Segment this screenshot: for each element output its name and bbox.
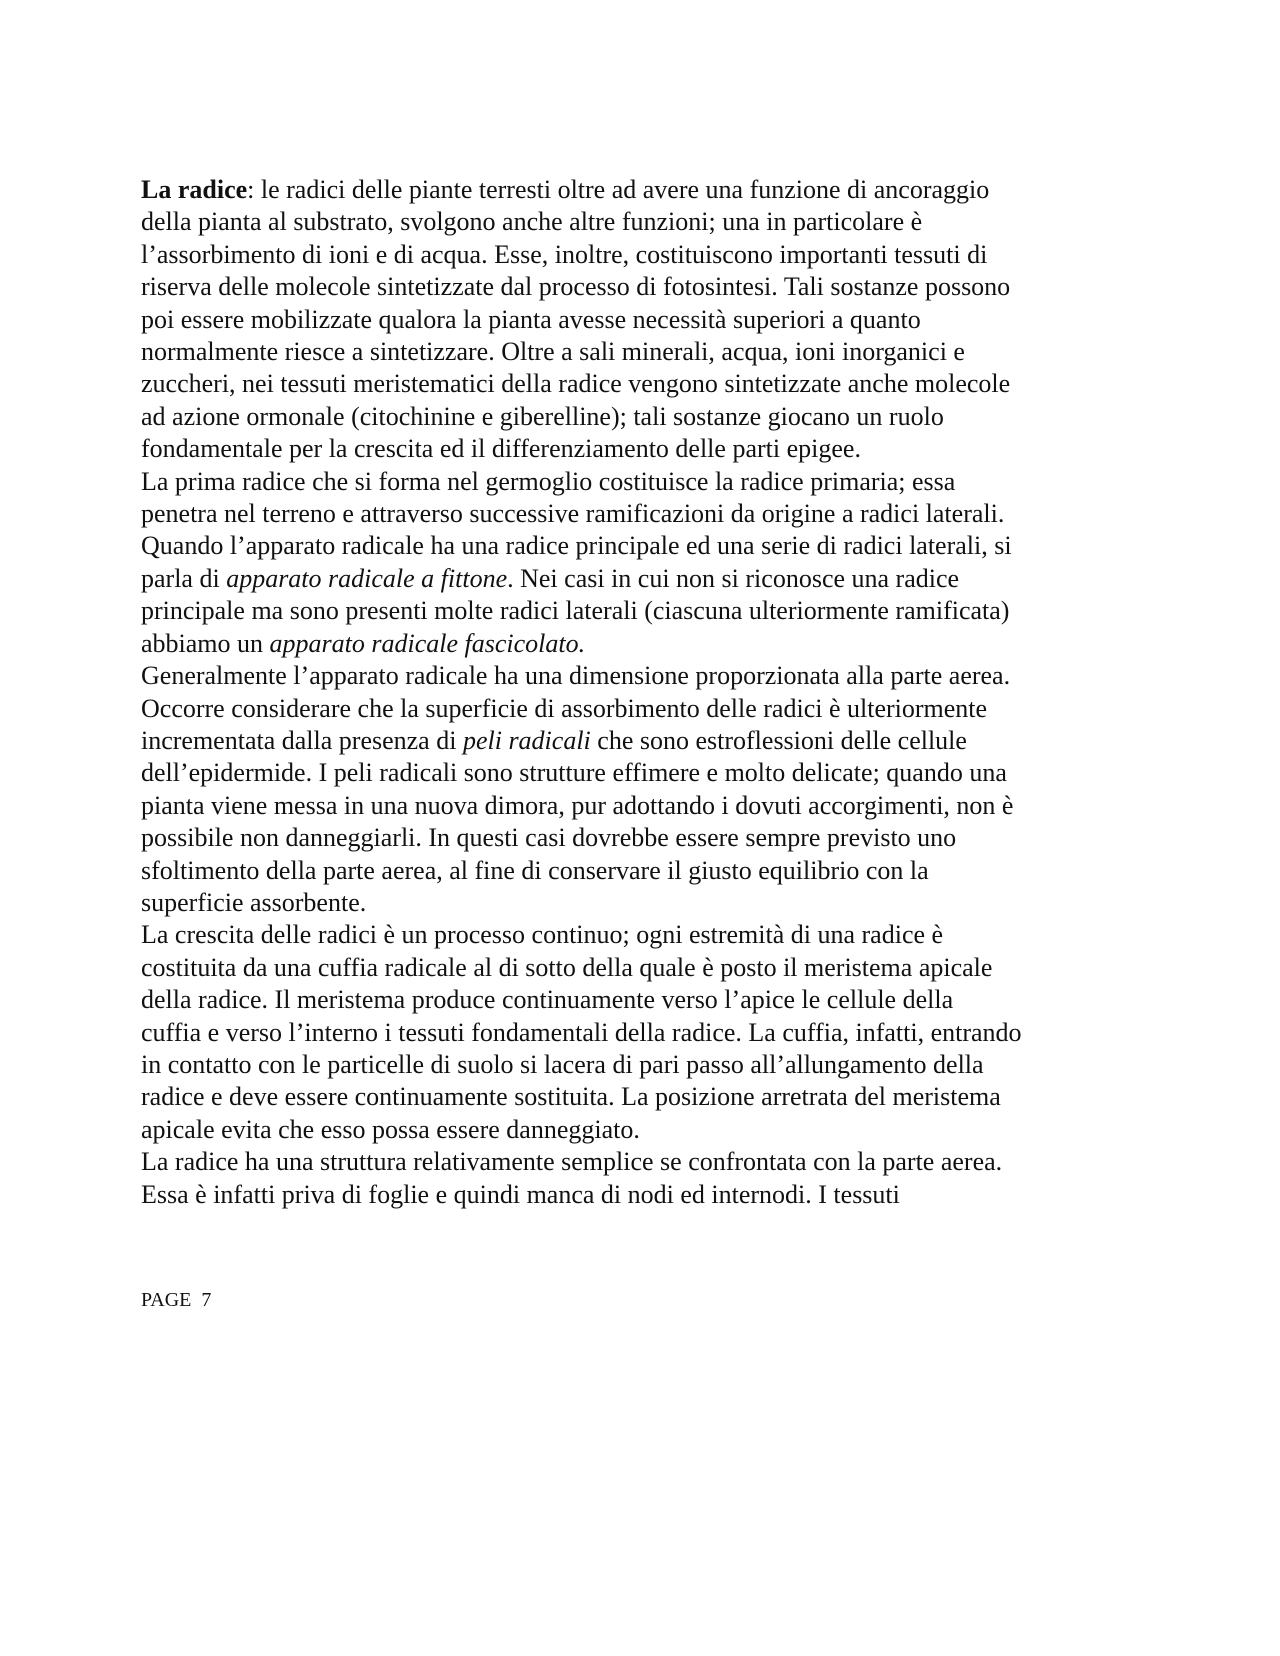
text-run: La crescita delle radici è un processo continuo; ogni estremità di una radice è [141, 920, 944, 950]
text-line [141, 206, 1141, 238]
text-run: : le radici delle piante terresti oltre ad avere una funzione di ancoraggio [247, 175, 990, 204]
text-run: cuffia e verso l’interno i tessuti fondamentali della radice. La cuffia, infatti, entrando [141, 1017, 1022, 1047]
text-line [141, 174, 1141, 206]
text-line [141, 1017, 1141, 1049]
text-run: della radice. Il meristema produce continuamente verso l’apice le cellule della [141, 985, 954, 1015]
text-line [141, 822, 1141, 854]
text-line [141, 530, 1141, 562]
text-run: dell’epidermide. I peli radicali sono strutture effimere e molto delicate; quando una [141, 758, 1007, 788]
text-run: zuccheri, nei tessuti meristematici della radice vengono sintetizzate anche molecole [141, 369, 1011, 399]
text-run: Generalmente l’apparato radicale ha una dimensione proporzionata alla parte aerea. [141, 661, 1011, 691]
text-run: ad azione ormonale (citochinine e giberelline); tali sostanze giocano un ruolo [141, 401, 944, 431]
text-line [141, 952, 1141, 984]
text-run: abbiamo un [141, 628, 270, 658]
paragraph [141, 174, 1141, 466]
text-run: riserva delle molecole sintetizzate dal processo di fotosintesi. Tali sostanze possono [141, 272, 1011, 302]
text-line [141, 498, 1141, 530]
text-line [141, 984, 1141, 1016]
text-run: costituita da una cuffia radicale al di sotto della quale è posto il meristema apicale [141, 952, 993, 982]
text-line [141, 368, 1141, 400]
text-line [141, 790, 1141, 822]
body-text [141, 174, 1141, 1211]
text-run: l’assorbimento di ioni e di acqua. Esse, inoltre, costituiscono importanti tessuti di [141, 239, 988, 269]
text-line [141, 1179, 1141, 1211]
text-line [141, 271, 1141, 303]
text-line [141, 433, 1141, 465]
text-line [141, 401, 1141, 433]
text-run: fondamentale per la crescita ed il differenziamento delle parti epigee. [141, 434, 861, 464]
text-run: pianta viene messa in una nuova dimora, pur adottando i dovuti accorgimenti, non è [141, 790, 1014, 820]
text-run: che sono estroflessioni delle cellule [590, 725, 967, 755]
paragraph [141, 466, 1141, 660]
text-line [141, 1049, 1141, 1081]
text-run: in contatto con le particelle di suolo si lacera di pari passo all’allungamento della [141, 1049, 984, 1079]
text-line [141, 1146, 1141, 1178]
text-run: principale ma sono presenti molte radici laterali (ciascuna ulteriormente ramificata) [141, 596, 1010, 626]
text-run: sfoltimento della parte aerea, al fine di conservare il giusto equilibrio con la [141, 855, 929, 885]
text-run: Essa è infatti priva di foglie e quindi manca di nodi ed internodi. I tessuti [141, 1179, 900, 1209]
text-run: Occorre considerare che la superficie di assorbimento delle radici è ulteriormente [141, 693, 988, 723]
text-run: parla di [141, 563, 227, 593]
text-line [141, 887, 1141, 919]
paragraph [141, 919, 1141, 1146]
text-line [141, 239, 1141, 271]
text-run: radice e deve essere continuamente sostituita. La posizione arretrata del meristema [141, 1082, 1001, 1112]
text-line [141, 304, 1141, 336]
paragraph [141, 1146, 1141, 1211]
text-run: possibile non danneggiarli. In questi casi dovrebbe essere sempre previsto uno [141, 823, 957, 853]
text-run: La radice ha una struttura relativamente semplice se confrontata con la parte aerea. [141, 1147, 1003, 1177]
text-line [141, 336, 1141, 368]
text-run: superficie assorbente. [141, 887, 367, 917]
text-line [141, 563, 1141, 595]
text-run: apicale evita che esso possa essere danneggiato. [141, 1114, 640, 1144]
text-run: della pianta al substrato, svolgono anche altre funzioni; una in particolare è [141, 207, 923, 237]
paragraph [141, 660, 1141, 919]
text-run: incrementata dalla presenza di [141, 725, 463, 755]
text-line [141, 693, 1141, 725]
text-line [141, 1114, 1141, 1146]
italic-run: apparato radicale a fittone [226, 563, 508, 593]
text-run: . Nei casi in cui non si riconosce una radice [507, 563, 960, 593]
text-line [141, 466, 1141, 498]
text-run: poi essere mobilizzate qualora la pianta avesse necessità superiori a quanto [141, 304, 921, 334]
text-line [141, 725, 1141, 757]
text-line [141, 919, 1141, 951]
italic-run: apparato radicale fascicolato. [269, 628, 586, 658]
page-footer: PAGE 7 [141, 1289, 212, 1311]
text-run: normalmente riesce a sintetizzare. Oltre a sali minerali, acqua, ioni inorganici e [141, 337, 965, 367]
italic-run: peli radicali [462, 725, 591, 755]
text-run: penetra nel terreno e attraverso successive ramificazioni da origine a radici laterali. [141, 499, 1005, 529]
bold-run: La radice [141, 175, 248, 204]
text-line [141, 855, 1141, 887]
text-line [141, 1081, 1141, 1113]
text-line [141, 595, 1141, 627]
text-run: La prima radice che si forma nel germoglio costituisce la radice primaria; essa [141, 466, 956, 496]
text-line [141, 628, 1141, 660]
text-line [141, 660, 1141, 692]
text-line [141, 757, 1141, 789]
text-run: Quando l’apparato radicale ha una radice principale ed una serie di radici laterali, si [141, 531, 1012, 561]
